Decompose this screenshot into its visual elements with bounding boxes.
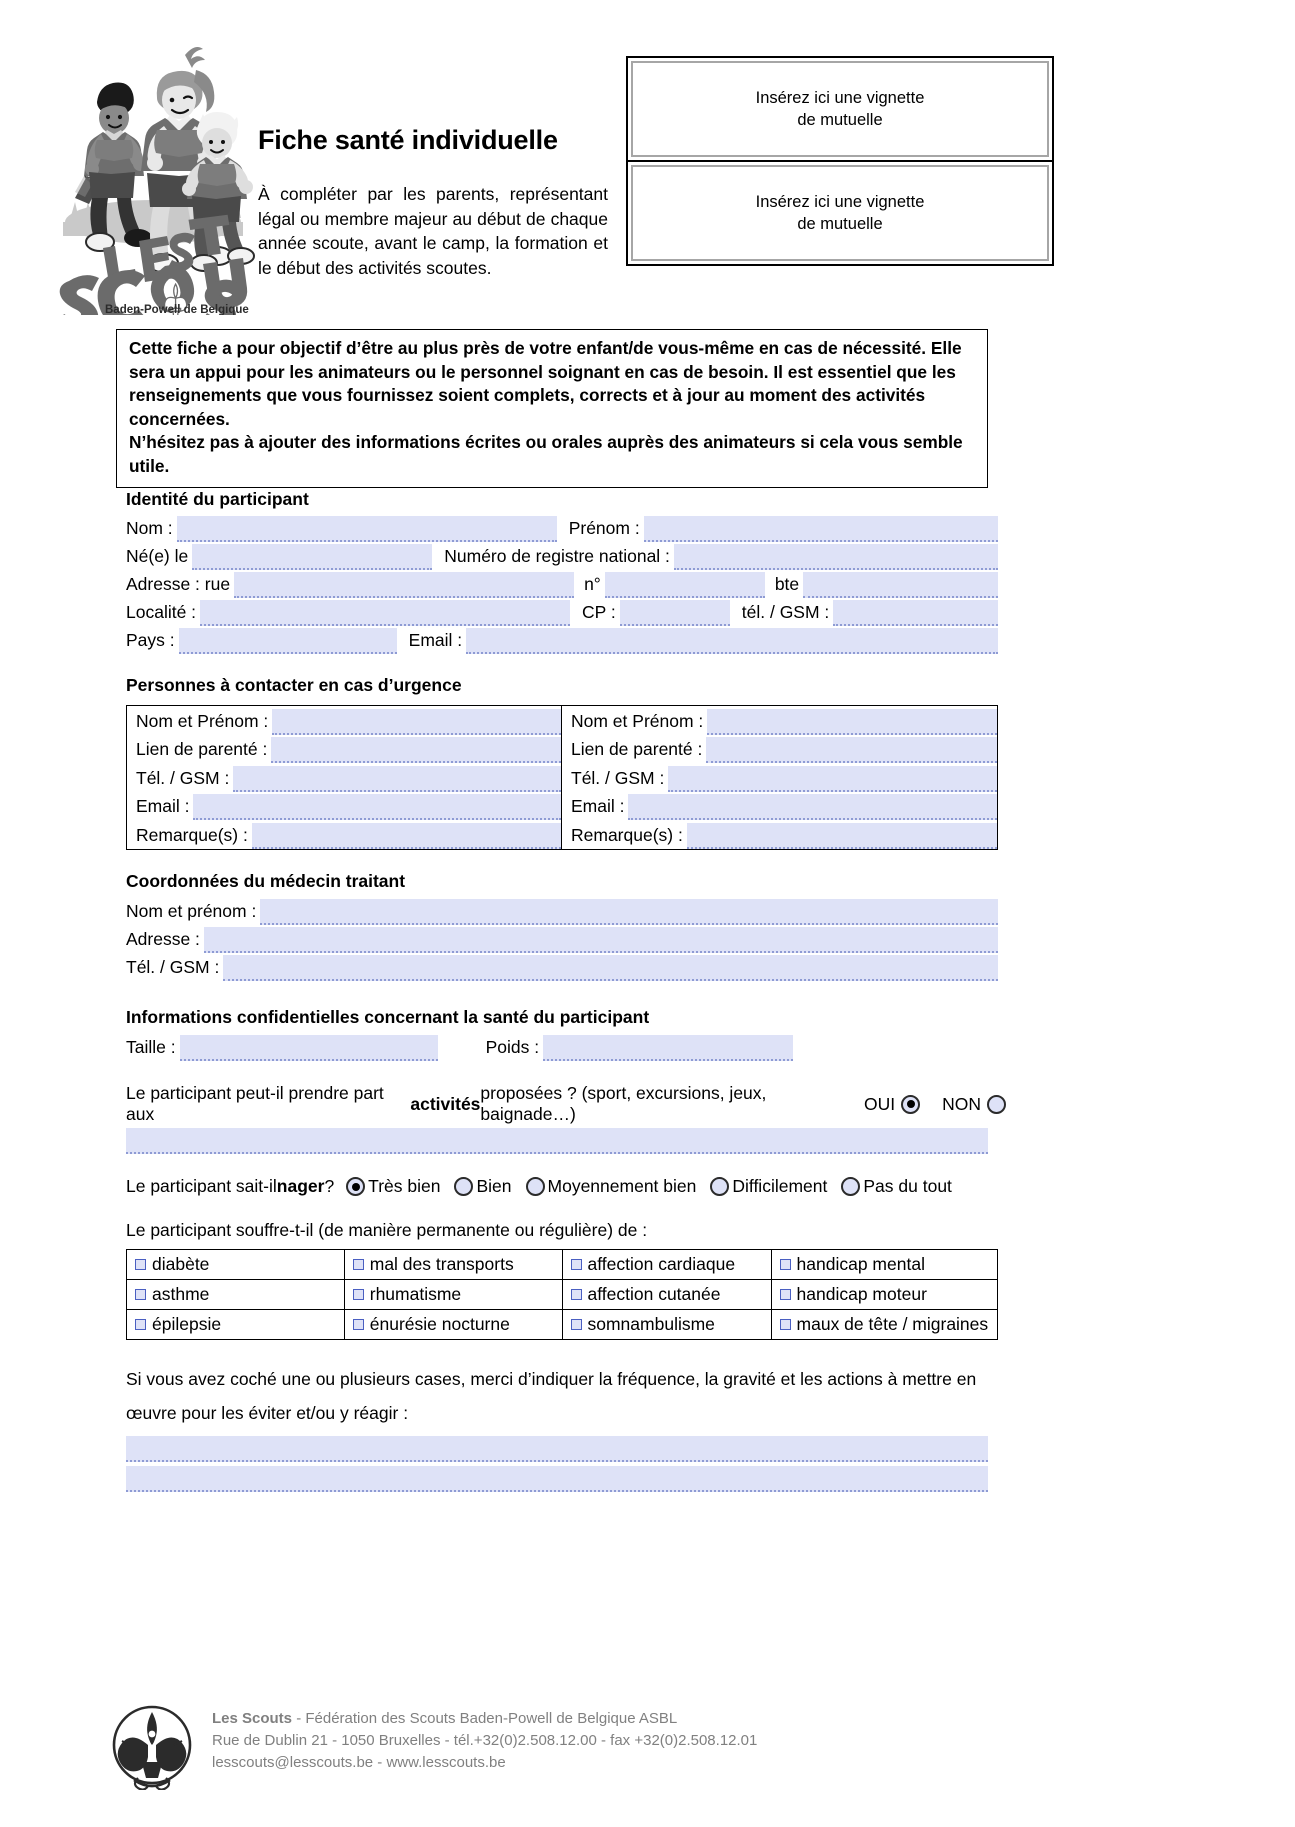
emergency-row bbox=[127, 820, 561, 849]
bte-input[interactable] bbox=[803, 572, 998, 598]
activities-non-radio[interactable] bbox=[987, 1095, 1006, 1114]
pays-label: Pays : bbox=[126, 630, 175, 650]
health-section bbox=[126, 1007, 1006, 1492]
emergency-row bbox=[127, 763, 561, 792]
scouts-running-figures-icon bbox=[45, 30, 255, 315]
date-naissance-input[interactable] bbox=[192, 544, 432, 570]
doctor-tel-input[interactable] bbox=[223, 955, 998, 981]
checkbox-icon[interactable] bbox=[135, 1259, 146, 1270]
page-title: Fiche santé individuelle bbox=[258, 125, 558, 155]
contact1-tel-input[interactable] bbox=[233, 766, 561, 792]
footer-address: Rue de Dublin 21 - 1050 Bruxelles - tél.+32(0)2.508.12.00 - fax +32(0)2.508.12.01 bbox=[212, 1732, 758, 1749]
emergency-row bbox=[562, 735, 997, 764]
contact2-email-input[interactable] bbox=[628, 794, 997, 820]
checked-note-input-line2[interactable] bbox=[126, 1466, 988, 1492]
cp-input[interactable] bbox=[620, 600, 730, 626]
poids-input[interactable] bbox=[543, 1035, 793, 1061]
nom-input[interactable] bbox=[177, 516, 557, 542]
cp-label: CP : bbox=[582, 602, 616, 622]
footer-contact: lesscouts@lesscouts.be - www.lesscouts.be bbox=[212, 1754, 506, 1771]
tel-gsm-input[interactable] bbox=[833, 600, 998, 626]
checkbox-icon[interactable] bbox=[571, 1259, 582, 1270]
contact1-nom-input[interactable] bbox=[272, 709, 561, 735]
suffers-question: Le participant souffre-t-il (de manière permanente ou régulière) de : bbox=[126, 1220, 648, 1240]
doctor-adresse-label: Adresse : bbox=[126, 929, 200, 949]
non-label: NON bbox=[942, 1093, 981, 1114]
registre-national-input[interactable] bbox=[674, 544, 998, 570]
doctor-row-adresse bbox=[126, 925, 998, 953]
identity-section-title: Identité du participant bbox=[126, 489, 309, 509]
contact2-tel-label: Tél. / GSM : bbox=[571, 767, 665, 788]
contact2-remarque-label: Remarque(s) : bbox=[571, 824, 683, 845]
emergency-contact-1 bbox=[127, 706, 562, 849]
document-header bbox=[0, 0, 1295, 320]
poids-label: Poids : bbox=[485, 1037, 540, 1057]
swim-question-part2: ? bbox=[324, 1176, 335, 1196]
contact2-lien-label: Lien de parenté : bbox=[571, 739, 703, 760]
checkbox-icon[interactable] bbox=[780, 1259, 791, 1270]
contact1-lien-input[interactable] bbox=[271, 737, 561, 763]
adresse-rue-input[interactable] bbox=[234, 572, 574, 598]
emergency-section bbox=[126, 675, 998, 850]
swim-option-moyennement-bien-label: Moyennement bien bbox=[547, 1176, 697, 1196]
vignette-box-2[interactable] bbox=[626, 162, 1054, 266]
checkbox-icon[interactable] bbox=[571, 1319, 582, 1330]
registre-national-label: Numéro de registre national : bbox=[444, 546, 670, 566]
bte-label: bte bbox=[774, 574, 800, 594]
table-row bbox=[127, 1250, 998, 1280]
contact2-remarque-input[interactable] bbox=[687, 823, 997, 849]
taille-input[interactable] bbox=[180, 1035, 438, 1061]
mutuelle-vignettes bbox=[626, 56, 1054, 266]
contact1-remarque-label: Remarque(s) : bbox=[136, 824, 248, 845]
swim-option-pas-du-tout-radio[interactable] bbox=[841, 1177, 860, 1196]
document-footer bbox=[0, 1690, 1295, 1827]
notice-paragraph-2: N’hésitez pas à ajouter des informations écrites ou orales auprès des animateurs si cela vous semble utile. bbox=[129, 432, 963, 476]
footer-org-name: Les Scouts bbox=[212, 1710, 293, 1727]
doctor-tel-label: Tél. / GSM : bbox=[126, 957, 220, 977]
condition-cell[interactable] bbox=[127, 1280, 345, 1310]
doctor-section bbox=[126, 871, 998, 981]
activities-question-row bbox=[126, 1083, 1006, 1125]
fleur-de-lis-logo bbox=[110, 1700, 194, 1795]
condition-label: mal des transports bbox=[369, 1254, 514, 1274]
ne-le-label: Né(e) le bbox=[126, 546, 189, 566]
checkbox-icon[interactable] bbox=[135, 1289, 146, 1300]
localite-input[interactable] bbox=[200, 600, 570, 626]
condition-cell[interactable] bbox=[344, 1280, 562, 1310]
doctor-adresse-input[interactable] bbox=[204, 927, 998, 953]
checkbox-icon[interactable] bbox=[135, 1319, 146, 1330]
condition-cell[interactable] bbox=[771, 1250, 997, 1280]
contact1-lien-label: Lien de parenté : bbox=[136, 739, 268, 760]
condition-label: somnambulisme bbox=[587, 1314, 715, 1334]
condition-label: épilepsie bbox=[152, 1314, 222, 1334]
emergency-row bbox=[562, 820, 997, 849]
notice-box bbox=[116, 329, 988, 488]
health-row-taille-poids bbox=[126, 1033, 1006, 1061]
swim-option-bien-radio[interactable] bbox=[454, 1177, 473, 1196]
fleur-de-lis-icon bbox=[110, 1700, 194, 1790]
activities-question-bold: activités bbox=[410, 1093, 481, 1114]
footer-org bbox=[212, 1708, 757, 1730]
health-section-title: Informations confidentielles concernant la santé du participant bbox=[126, 1007, 650, 1027]
emergency-row bbox=[127, 706, 561, 735]
conditions-table bbox=[126, 1249, 998, 1340]
emergency-contacts-table bbox=[126, 705, 998, 850]
identity-row-localite bbox=[126, 598, 998, 626]
vignette-placeholder-2 bbox=[631, 165, 1049, 261]
emergency-row bbox=[127, 792, 561, 821]
contact1-remarque-input[interactable] bbox=[252, 823, 561, 849]
tel-gsm-label: tél. / GSM : bbox=[741, 602, 830, 622]
condition-label: affection cardiaque bbox=[587, 1254, 736, 1274]
emergency-section-title: Personnes à contacter en cas d’urgence bbox=[126, 675, 462, 695]
checkbox-icon[interactable] bbox=[353, 1259, 364, 1270]
identity-row-pays bbox=[126, 626, 998, 654]
doctor-row-nom bbox=[126, 897, 998, 925]
svg-text:Baden-Powell de Belgique: Baden-Powell de Belgique bbox=[105, 304, 249, 315]
table-row bbox=[127, 1310, 998, 1340]
condition-label: handicap mental bbox=[796, 1254, 925, 1274]
condition-cell[interactable] bbox=[562, 1250, 771, 1280]
contact2-lien-input[interactable] bbox=[706, 737, 997, 763]
checkbox-icon[interactable] bbox=[353, 1289, 364, 1300]
emergency-row bbox=[562, 706, 997, 735]
vignette-line1: Insérez ici une vignette bbox=[755, 89, 925, 107]
numero-input[interactable] bbox=[605, 572, 765, 598]
swim-question-part1: Le participant sait-il bbox=[126, 1176, 277, 1196]
identity-row-naissance bbox=[126, 542, 998, 570]
doctor-nom-input[interactable] bbox=[260, 899, 998, 925]
numero-label: n° bbox=[584, 574, 601, 594]
contact2-nom-label: Nom et Prénom : bbox=[571, 710, 704, 731]
condition-cell[interactable] bbox=[562, 1280, 771, 1310]
activities-question-part1: Le participant peut-il prendre part aux bbox=[126, 1083, 384, 1124]
footer-org-rest: - Fédération des Scouts Baden-Powell de Belgique ASBL bbox=[292, 1710, 678, 1727]
identity-row-nom bbox=[126, 514, 998, 542]
swim-option-tres-bien-radio[interactable] bbox=[346, 1177, 365, 1196]
identity-row-adresse bbox=[126, 570, 998, 598]
swim-option-difficilement-label: Difficilement bbox=[732, 1176, 828, 1196]
les-scouts-logo bbox=[45, 30, 255, 315]
checked-note-input-line1[interactable] bbox=[126, 1436, 988, 1462]
activities-question-part2: proposées ? (sport, excursions, jeux, baignade…) bbox=[480, 1083, 767, 1124]
condition-cell[interactable] bbox=[127, 1250, 345, 1280]
page-subtitle: À compléter par les parents, représentant légal ou membre majeur au début de chaque année scoute, avant le camp, la formation et le début des activités scoutes. bbox=[258, 184, 608, 278]
adresse-rue-label: Adresse : rue bbox=[126, 574, 231, 594]
contact1-tel-label: Tél. / GSM : bbox=[136, 767, 230, 788]
condition-label: rhumatisme bbox=[369, 1284, 462, 1304]
swim-option-difficilement-radio[interactable] bbox=[710, 1177, 729, 1196]
vignette-placeholder-1 bbox=[631, 61, 1049, 157]
activities-comment-input[interactable] bbox=[126, 1128, 988, 1154]
condition-label: diabète bbox=[152, 1254, 210, 1274]
contact1-nom-label: Nom et Prénom : bbox=[136, 710, 269, 731]
checkbox-icon[interactable] bbox=[571, 1289, 582, 1300]
condition-label: maux de tête / migraines bbox=[796, 1314, 989, 1334]
taille-label: Taille : bbox=[126, 1037, 176, 1057]
pays-input[interactable] bbox=[179, 628, 397, 654]
activities-oui-radio[interactable] bbox=[901, 1095, 920, 1114]
nom-label: Nom : bbox=[126, 518, 173, 538]
condition-cell[interactable] bbox=[771, 1280, 997, 1310]
oui-label: OUI bbox=[863, 1093, 896, 1114]
email-input[interactable] bbox=[466, 628, 998, 654]
vignette-line2: de mutuelle bbox=[797, 215, 883, 233]
title-block bbox=[258, 125, 608, 280]
contact2-tel-input[interactable] bbox=[668, 766, 997, 792]
swim-option-moyennement-bien-radio[interactable] bbox=[526, 1177, 545, 1196]
doctor-nom-label: Nom et prénom : bbox=[126, 901, 257, 921]
vignette-line2: de mutuelle bbox=[797, 111, 883, 129]
contact1-email-input[interactable] bbox=[193, 794, 561, 820]
emergency-row bbox=[562, 792, 997, 821]
condition-cell[interactable] bbox=[562, 1310, 771, 1340]
condition-label: énurésie nocturne bbox=[369, 1314, 510, 1334]
condition-cell[interactable] bbox=[344, 1310, 562, 1340]
prenom-label: Prénom : bbox=[568, 518, 640, 538]
identity-section bbox=[126, 489, 998, 654]
checked-note bbox=[126, 1362, 1006, 1430]
doctor-row-tel bbox=[126, 953, 998, 981]
condition-cell[interactable] bbox=[771, 1310, 997, 1340]
condition-cell[interactable] bbox=[127, 1310, 345, 1340]
vignette-line1: Insérez ici une vignette bbox=[755, 193, 925, 211]
swim-option-pas-du-tout-label: Pas du tout bbox=[863, 1176, 952, 1196]
vignette-box-1[interactable] bbox=[626, 56, 1054, 162]
contact1-email-label: Email : bbox=[136, 796, 190, 817]
checkbox-icon[interactable] bbox=[780, 1319, 791, 1330]
checked-note-line1: Si vous avez coché une ou plusieurs cases, merci d’indiquer la fréquence, la gravité et les actions à mettre en bbox=[126, 1369, 977, 1389]
swim-question-bold: nager bbox=[276, 1176, 325, 1196]
condition-label: affection cutanée bbox=[587, 1284, 721, 1304]
condition-label: handicap moteur bbox=[796, 1284, 927, 1304]
contact2-nom-input[interactable] bbox=[707, 709, 997, 735]
emergency-row bbox=[127, 735, 561, 764]
swim-option-bien-label: Bien bbox=[476, 1176, 512, 1196]
notice-paragraph-1: Cette fiche a pour objectif d’être au plus près de votre enfant/de vous-même en cas de nécessité. Elle sera un appui pour les animateurs ou le personnel soignant en cas de besoin. Il est essentiel que les renseignements que vous fournissez soient complets, corrects et à jour au moment des activités concernées. bbox=[129, 338, 962, 429]
contact2-email-label: Email : bbox=[571, 796, 625, 817]
condition-cell[interactable] bbox=[344, 1250, 562, 1280]
doctor-section-title: Coordonnées du médecin traitant bbox=[126, 871, 406, 891]
footer-text bbox=[212, 1708, 757, 1774]
swim-question-row bbox=[126, 1176, 1006, 1197]
localite-label: Localité : bbox=[126, 602, 197, 622]
checkbox-icon[interactable] bbox=[353, 1319, 364, 1330]
email-label: Email : bbox=[408, 630, 463, 650]
condition-label: asthme bbox=[152, 1284, 210, 1304]
table-row bbox=[127, 1280, 998, 1310]
emergency-contact-2 bbox=[562, 706, 997, 849]
emergency-row bbox=[562, 763, 997, 792]
swim-option-tres-bien-label: Très bien bbox=[368, 1176, 441, 1196]
prenom-input[interactable] bbox=[644, 516, 998, 542]
checkbox-icon[interactable] bbox=[780, 1289, 791, 1300]
checked-note-line2: œuvre pour les éviter et/ou y réagir : bbox=[126, 1403, 409, 1423]
